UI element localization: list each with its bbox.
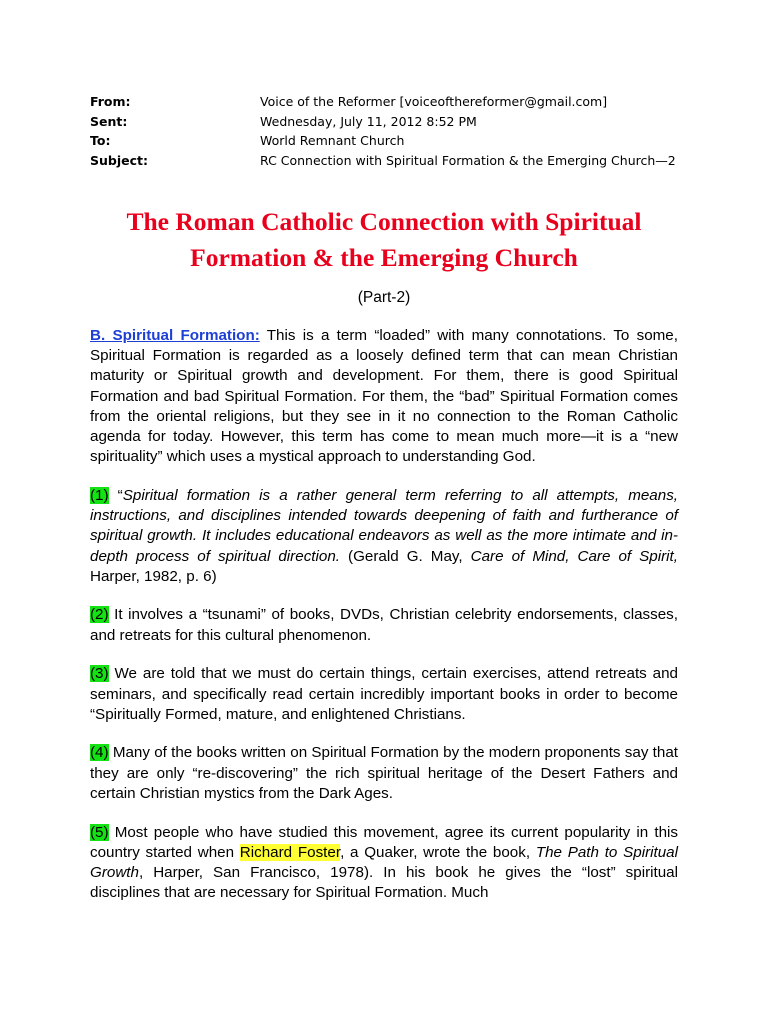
paragraph-1-open-quote: “ xyxy=(108,486,123,504)
richard-foster-highlight: Richard Foster xyxy=(239,843,341,861)
paragraph-5-text-c: , Harper, San Francisco, 1978). In his book he gives the “lost” spiritual disciplines that are necessary for Spiritual Formation. Much xyxy=(90,863,678,902)
section-b-heading-link[interactable]: B. Spiritual Formation: xyxy=(90,327,260,344)
subject-label: Subject: xyxy=(90,152,148,168)
paragraph-2-number: (2) xyxy=(90,606,109,624)
paragraph-1-publisher: Harper, 1982, p. 6) xyxy=(90,567,217,585)
paragraph-5-number: (5) xyxy=(90,823,109,841)
title-line-1: The Roman Catholic Connection with Spiritual xyxy=(126,207,642,236)
from-row xyxy=(90,92,690,112)
paragraph-1-citation: (Gerald G. May, xyxy=(340,547,471,565)
paragraph-4-text: Many of the books written on Spiritual Formation by the modern proponents say that they are only “re-discovering” the rich spiritual heritage of the Desert Fathers and certain Christian mystics from the Dark Ages. xyxy=(90,744,678,802)
email-header xyxy=(90,92,690,170)
paragraph-1-quote: Spiritual formation is a rather general term referring to all attempts, means, instructions, and disciplines intended towards deepening of faith and furtherance of spiritual growth. It includes educational endeavors as well as the more intimate and in-depth process of spiritual direction. xyxy=(90,486,679,565)
to-label: To: xyxy=(90,133,111,148)
sent-label: Sent: xyxy=(90,113,128,129)
subject-value: RC Connection with Spiritual Formation & the Emerging Church—2 xyxy=(260,152,676,168)
from-label: From: xyxy=(90,94,131,109)
paragraph-1-number: (1) xyxy=(90,486,109,504)
paragraph-4-number: (4) xyxy=(90,744,109,762)
paragraph-3-number: (3) xyxy=(90,665,109,683)
paragraph-3-text: We are told that we must do certain things, certain exercises, attend retreats and seminars, and specifically read certain incredibly important books in order to become “Spiritually Formed, mature, and enlightened Christians. xyxy=(90,665,678,723)
section-b-text: This is a term “loaded” with many connotations. To some, Spiritual Formation is regarded as a loosely defined term that can mean Christian maturity or Spiritual growth and development. For them, there is good Spiritual Formation and bad Spiritual Formation. For them, the “bad” Spiritual Formation comes from the oriental religions, but they see in it no connection to the Roman Catholic agenda for today. However, this term has come to mean much more—it is a “new spirituality” which uses a mystical approach to understanding God. xyxy=(90,327,678,466)
paragraph-2-text: It involves a “tsunami” of books, DVDs, Christian celebrity endorsements, classes, and retreats for this cultural phenomenon. xyxy=(90,606,678,644)
title-line-2: Formation & the Emerging Church xyxy=(190,243,578,272)
from-value: Voice of the Reformer [voiceofthereformer@gmail.com] xyxy=(260,94,608,109)
to-row xyxy=(90,131,690,151)
paragraph-4 xyxy=(90,743,678,804)
sent-value: Wednesday, July 11, 2012 8:52 PM xyxy=(260,113,477,129)
subject-row xyxy=(90,151,690,171)
to-value: World Remnant Church xyxy=(260,133,405,148)
paragraph-5 xyxy=(90,823,678,904)
paragraph-3 xyxy=(90,664,678,725)
document-body xyxy=(90,326,678,922)
document-title xyxy=(60,204,708,276)
section-b-paragraph xyxy=(90,326,678,467)
paragraph-5-book-title: The Path to Spiritual Growth xyxy=(90,843,678,881)
paragraph-2 xyxy=(90,605,678,645)
sent-row xyxy=(90,112,690,132)
paragraph-1-book-title: Care of Mind, Care of Spirit, xyxy=(470,547,678,565)
paragraph-1 xyxy=(90,486,678,587)
paragraph-5-text-b: , a Quaker, wrote the book, xyxy=(340,843,536,861)
paragraph-5-text-a: Most people who have studied this movement, agree its current popularity in this country started when xyxy=(90,823,678,861)
part-subtitle: (Part-2) xyxy=(357,289,411,306)
